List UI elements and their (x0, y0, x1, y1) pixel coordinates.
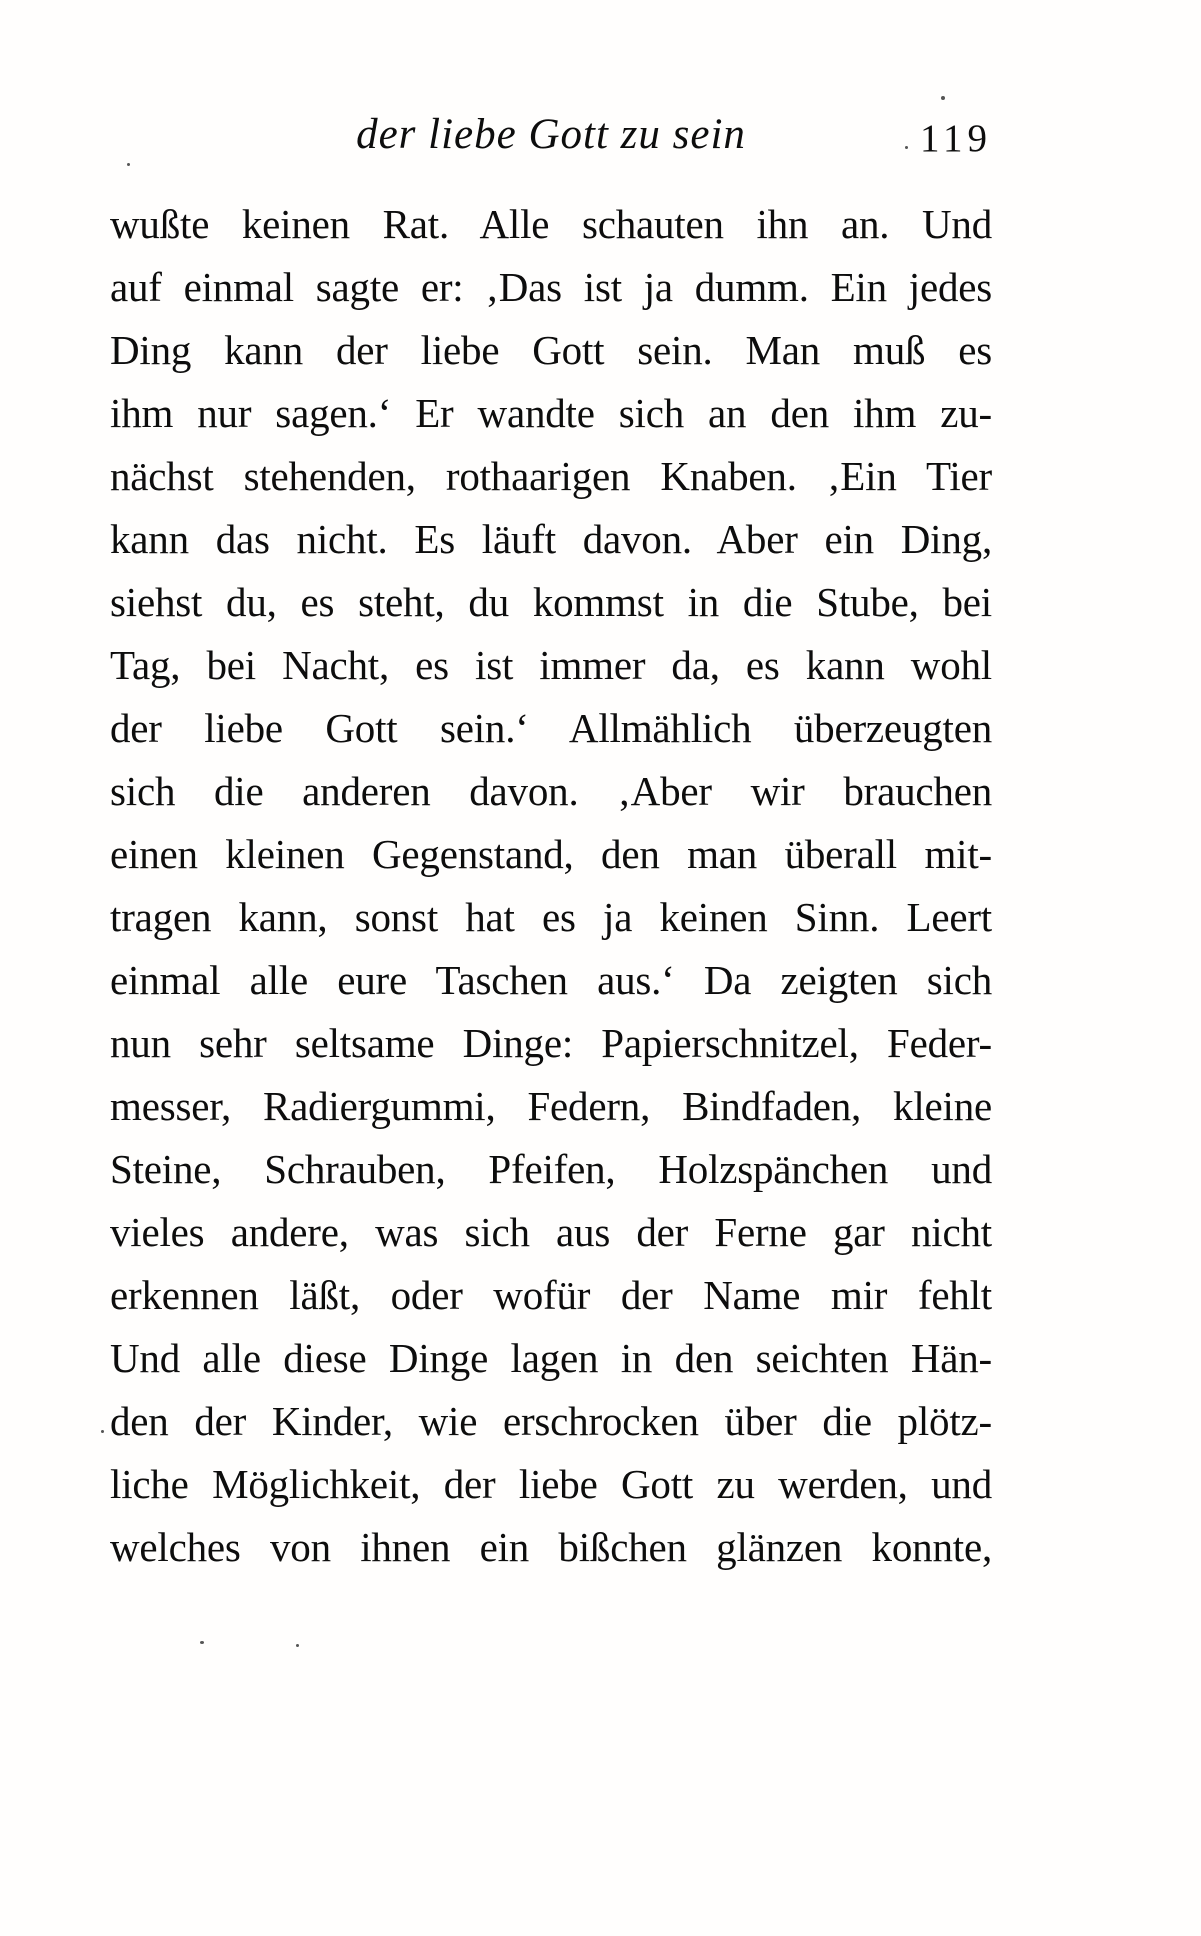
text-line: tragen kann, sonst hat es ja keinen Sinn. Leert (110, 894, 992, 940)
scan-speck (905, 146, 908, 149)
text-line: nächst stehenden, rothaarigen Knaben. ‚Ein Tier (110, 453, 992, 499)
text-line: der liebe Gott sein.‘ Allmählich überzeugten (110, 705, 992, 751)
body-text-block (110, 193, 992, 1579)
text-line: erkennen läßt, oder wofür der Name mir fehlt (110, 1272, 992, 1318)
text-line: nun sehr seltsame Dinge: Papierschnitzel, Feder- (110, 1020, 992, 1066)
text-line: Tag, bei Nacht, es ist immer da, es kann wohl (110, 642, 992, 688)
text-line: ihm nur sagen.‘ Er wandte sich an den ihm zu- (110, 390, 992, 436)
scan-speck (101, 1430, 104, 1433)
text-line: liche Möglichkeit, der liebe Gott zu werden, und (110, 1461, 992, 1507)
text-line: welches von ihnen ein bißchen glänzen konnte, (110, 1524, 992, 1570)
text-line: Steine, Schrauben, Pfeifen, Holzspänchen und (110, 1146, 992, 1192)
scan-speck (127, 163, 130, 166)
page-number: 119 (919, 117, 992, 160)
text-line: Ding kann der liebe Gott sein. Man muß es (110, 327, 992, 373)
text-line: den der Kinder, wie erschrocken über die plötz- (110, 1398, 992, 1444)
text-line: sich die anderen davon. ‚Aber wir brauchen (110, 768, 992, 814)
text-line: siehst du, es steht, du kommst in die Stube, bei (110, 579, 992, 625)
text-line: wußte keinen Rat. Alle schauten ihn an. Und (110, 201, 992, 247)
page-header (110, 110, 992, 168)
scan-speck (200, 1641, 204, 1644)
scan-speck (296, 1644, 299, 1647)
text-line: kann das nicht. Es läuft davon. Aber ein Ding, (110, 516, 992, 562)
text-line: auf einmal sagte er: ‚Das ist ja dumm. Ein jedes (110, 264, 992, 310)
text-line: einen kleinen Gegenstand, den man überall mit- (110, 831, 992, 877)
text-line: Und alle diese Dinge lagen in den seichten Hän- (110, 1335, 992, 1381)
text-line: vieles andere, was sich aus der Ferne gar nicht (110, 1209, 992, 1255)
scan-speck (941, 96, 945, 100)
text-line: einmal alle eure Taschen aus.‘ Da zeigten sich (110, 957, 992, 1003)
running-title: der liebe Gott zu sein (356, 111, 746, 158)
text-line: messer, Radiergummi, Federn, Bindfaden, kleine (110, 1083, 992, 1129)
